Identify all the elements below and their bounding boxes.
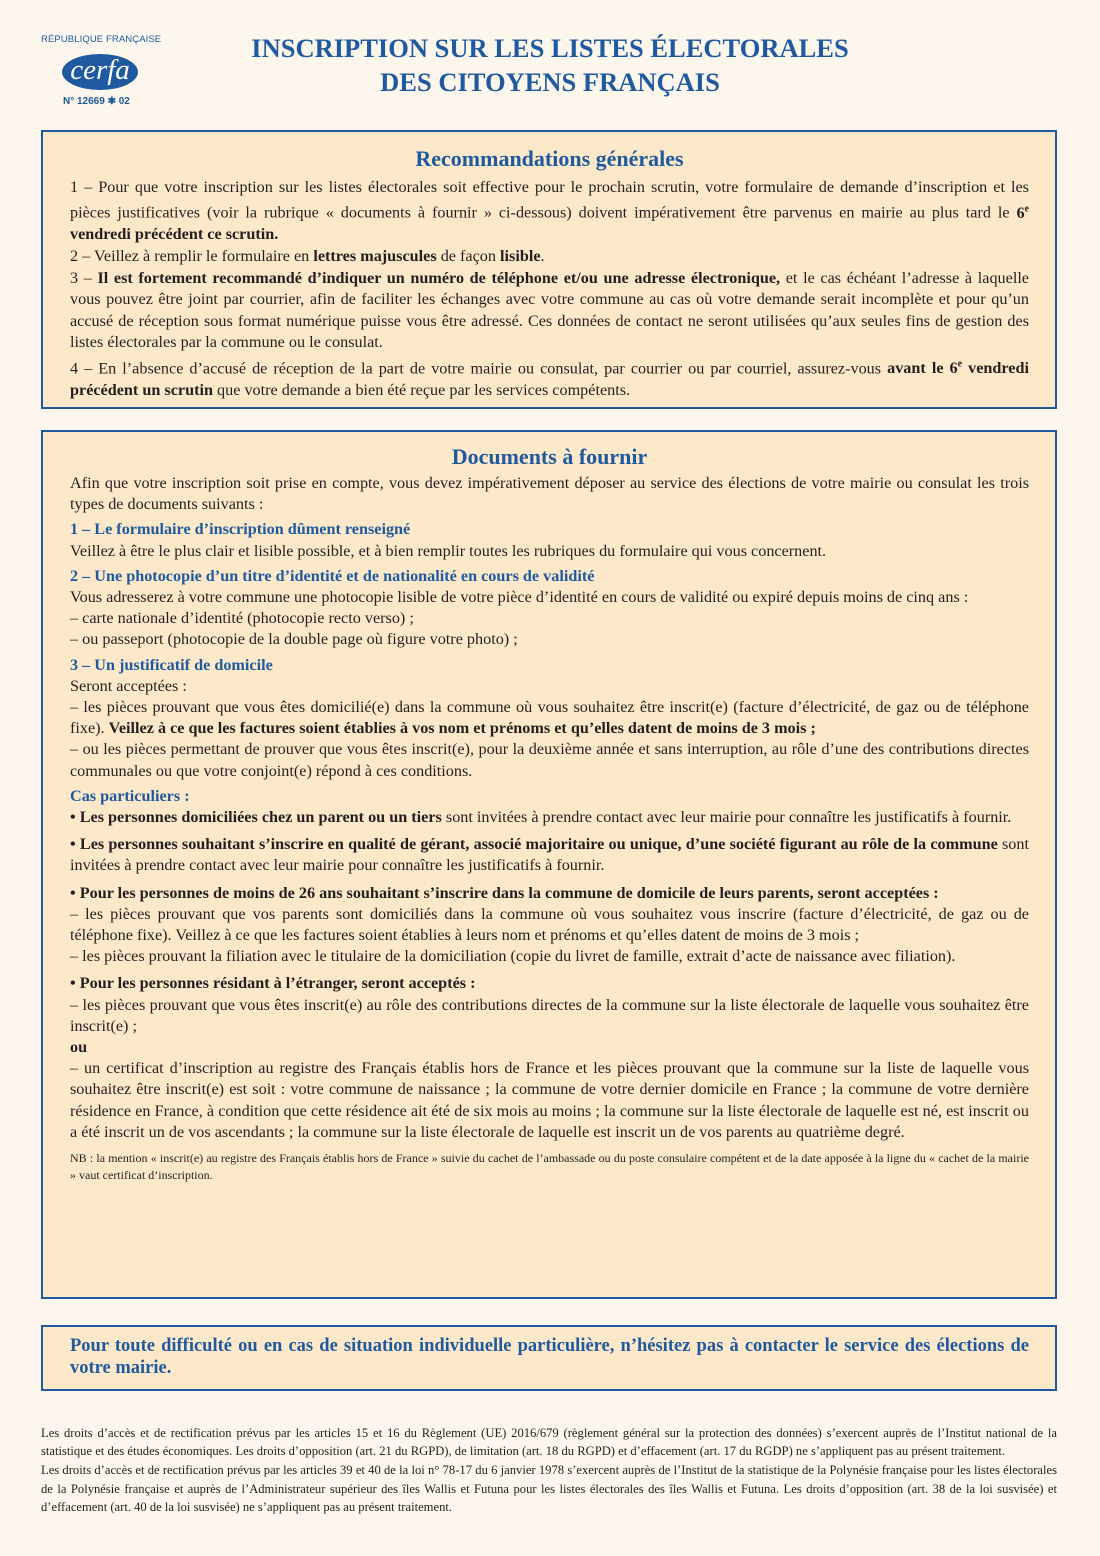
documents-box: [41, 430, 1057, 1299]
recommendation-2: [70, 246, 1029, 267]
recommendations-title: Recommandations générales: [415, 146, 684, 171]
section-heading-1: 1 – Le formulaire d’inscription dûment renseigné: [70, 520, 411, 539]
list-item: – les pièces prouvant que vous êtes inscrit(e) au rôle des contributions directes de la commune sur la liste électorale de laquelle vous souhaitez être inscrit(e) ;: [70, 995, 1029, 1035]
list-item: [70, 697, 1029, 739]
legal-text-1: Les droits d’accès et de rectification prévus par les articles 15 et 16 du Règlement (UE) 2016/679 (règlement général sur la protection des données) s’exercent auprès de l’Institut national de la statistique et des études économiques. Les droits d’opposition (art. 21 du RGPD), de limitation (art. 18 du RGPD) et d’effacement (art. 17 du RGDP) ne s’appliquent pas au présent traitement.: [41, 1426, 1057, 1459]
special-case-4: [70, 973, 1029, 994]
text: 2 – Veillez à remplir le formulaire en: [70, 247, 314, 265]
special-case-3: [70, 883, 1029, 904]
text: 4 – En l’absence d’accusé de réception de la part de votre mairie ou consulat, par courrier ou par courriel, assurez-vous: [70, 359, 888, 378]
legal-text-2: Les droits d’accès et de rectification prévus par les articles 39 et 40 de la loi n° 78-17 du 6 janvier 1978 s’exercent auprès de l’Institut de la statistique de la Polynésie française pour les listes électorales de la Polynésie française et auprès de l’Administrateur supérieur des îles Wallis et Futuna pour les listes électorales des îles Wallis et Futuna. Les droits d’opposition (art. 38 de la loi susvisée) et d’effacement (art. 40 de la loi susvisée) ne s’appliquent pas au présent traitement.: [41, 1463, 1057, 1514]
text-bold: • Les personnes domiciliées chez un parent ou un tiers: [70, 808, 442, 827]
special-case-2: [70, 834, 1029, 876]
list-item: – les pièces prouvant que vos parents sont domiciliés dans la commune où vous souhaitez vous inscrire (facture d’électricité, de gaz ou de téléphone fixe). Veillez à ce que les factures soient établies à leurs nom et prénoms et qu’elles datent de moins de 3 mois ;: [70, 904, 1029, 945]
text-bold: lisible: [500, 247, 541, 265]
superscript: e: [1024, 203, 1029, 215]
text-bold: lettres majuscules: [313, 247, 437, 265]
documents-intro: Afin que votre inscription soit prise en compte, vous devez impérativement déposer au service des élections de votre mairie ou consulat les trois types de documents suivants :: [70, 474, 1029, 514]
nb-note: NB : la mention « inscrit(e) au registre des Français établis hors de France » suivie du cachet de l’ambassade ou du poste consulaire compétent et de la date apposée à la ligne du « cachet de la mairie » vaut certificat d’inscription.: [70, 1151, 1029, 1183]
special-cases-title: Cas particuliers :: [70, 786, 190, 805]
text: 3 –: [70, 269, 98, 288]
text: 1 – Pour que votre inscription sur les listes électorales soit effective pour le prochain scrutin, votre formulaire de demande d’inscription et les pièces justificatives (voir la rubrique « documents à fournir » ci-dessous) doivent impérativement être parvenus en mairie au plus tard le: [70, 178, 1029, 222]
recommendation-3: [70, 268, 1029, 353]
text-bold: • Les personnes souhaitant s’inscrire en qualité de gérant, associé majoritaire ou unique, d’une société figurant au rôle de la commune: [70, 835, 998, 854]
recommendation-4: [70, 354, 1029, 401]
section-heading-3: 3 – Un justificatif de domicile: [70, 655, 273, 674]
superscript: e: [957, 359, 963, 371]
list-item: – les pièces prouvant la filiation avec le titulaire de la domiciliation (copie du livret de famille, extrait d’acte de naissance avec filiation).: [70, 947, 956, 966]
text: sont invitées à prendre contact avec leur mairie pour connaître les justificatifs à fournir.: [70, 835, 1029, 875]
contact-note: Pour toute difficulté ou en cas de situation individuelle particulière, n’hésitez pas à contacter le service des élections de votre mairie.: [70, 1336, 1029, 1378]
page-title: [200, 31, 900, 99]
list-item: – carte nationale d’identité (photocopie recto verso) ;: [70, 609, 414, 628]
title-line-1: INSCRIPTION SUR LES LISTES ÉLECTORALES: [251, 33, 849, 63]
text: sont invitées à prendre contact avec leur mairie pour connaître les justificatifs à fournir.: [441, 808, 1012, 827]
form-number: N° 12669 ✱ 02: [63, 96, 130, 107]
text-bold: • Pour les personnes de moins de 26 ans souhaitant s’inscrire dans la commune de domicile de leurs parents, seront acceptées :: [70, 883, 939, 902]
text: vendredi précédent un scrutin: [70, 359, 1029, 399]
republic-label: RÉPUBLIQUE FRANÇAISE: [41, 34, 162, 45]
text-bold: • Pour les personnes résidant à l’étranger, seront acceptés :: [70, 974, 476, 993]
contact-note-box: [41, 1325, 1057, 1391]
list-item: – ou passeport (photocopie de la double page où figure votre photo) ;: [70, 630, 518, 649]
or-separator: [70, 1037, 1029, 1058]
text: et le cas échéant l’adresse à laquelle vous pouvez être joint par courrier, afin de faciliter les échanges avec votre commune au cas où votre demande serait incomplète et pour qu’un accusé de réception sous format numérique puisse vous être adressé. Ces données de contact ne seront utilisées qu’aux seules fins de gestion des listes électorales par la commune ou le consulat.: [70, 269, 1029, 351]
legal-footer: [41, 1424, 1057, 1516]
section-text-1: Veillez à être le plus clair et lisible possible, et à bien remplir toutes les rubriques du formulaire qui vous concernent.: [70, 541, 827, 560]
text: vendredi précédent ce scrutin.: [70, 224, 279, 243]
list-item: – ou les pièces permettant de prouver que vous êtes inscrit(e), pour la deuxième année et sans interruption, au rôle d’une des contributions directes communales ou que votre conjoint(e) répond à ces conditions.: [70, 740, 1029, 780]
header: [0, 0, 1100, 125]
documents-title: Documents à fournir: [451, 444, 648, 469]
recommendation-1: [70, 177, 1029, 245]
section-heading-2: 2 – Une photocopie d’un titre d’identité et de nationalité en cours de validité: [70, 566, 595, 585]
title-line-2: DES CITOYENS FRANÇAIS: [380, 67, 720, 97]
text-bold: Veillez à ce que les factures soient établies à vos nom et prénoms et qu’elles datent de moins de 3 mois ;: [108, 719, 816, 738]
text: que votre demande a bien été reçue par les services compétents.: [212, 380, 631, 399]
section-text-3: Seront acceptées :: [70, 676, 187, 695]
cerfa-logo: cerfa: [62, 54, 138, 90]
text-bold: Il est fortement recommandé d’indiquer un numéro de téléphone et/ou une adresse électronique,: [97, 269, 781, 288]
text: .: [540, 247, 545, 265]
text: de façon: [436, 247, 501, 265]
text: avant le 6: [887, 359, 958, 378]
section-text-2: Vous adresserez à votre commune une photocopie lisible de votre pièce d’identité en cours de validité ou expiré depuis moins de cinq ans :: [70, 588, 969, 607]
list-item: – un certificat d’inscription au registre des Français établis hors de France et les pièces prouvant que la commune sur la liste de laquelle vous souhaitez être inscrit(e) est soit : votre commune de naissance ; la commune de votre dernier domicile en France ; la commune de votre dernière résidence en France, à condition que cette résidence ait été de six mois au moins ; la commune sur la liste électorale de laquelle est né, est inscrit ou a été inscrit un de vos ascendants ; la commune sur la liste électorale de laquelle est inscrit un de vos parents au quatrième degré.: [70, 1059, 1029, 1141]
recommendations-box: [41, 130, 1057, 409]
text: 6: [1016, 203, 1025, 222]
special-case-1: [70, 807, 1029, 828]
text: – les pièces prouvant que vous êtes domicilié(e) dans la commune où vous souhaitez être inscrit(e) (facture d’électricité, de gaz ou de téléphone fixe).: [70, 698, 1029, 738]
text-bold: ou: [70, 1038, 88, 1057]
